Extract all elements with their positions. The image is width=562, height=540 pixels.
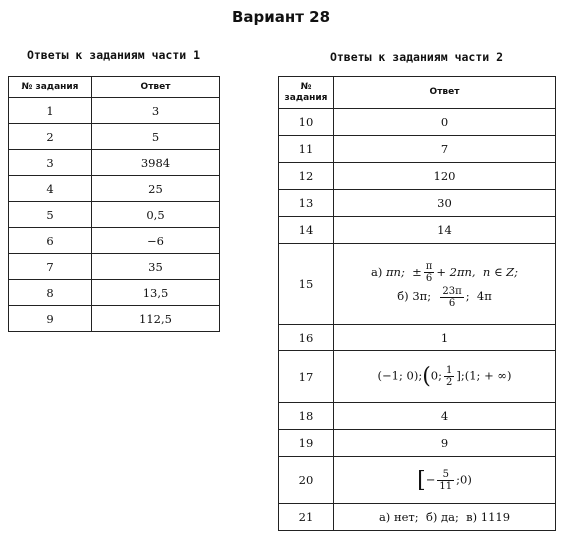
header-answer: Ответ — [334, 77, 556, 109]
task-number: 13 — [279, 190, 334, 217]
table-row — [279, 457, 556, 504]
table-row — [279, 430, 556, 457]
task-answer: 0,5 — [92, 202, 220, 228]
table-row — [9, 306, 220, 332]
fraction-denominator: 6 — [448, 297, 456, 309]
math-term: 3π; — [412, 289, 432, 303]
fraction-numerator: 5 — [437, 469, 454, 481]
table-row — [279, 136, 556, 163]
task-number: 9 — [9, 306, 92, 332]
math-term: ± — [412, 264, 422, 279]
task-number: 5 — [9, 202, 92, 228]
table-row — [279, 244, 556, 325]
math-term: ]; — [456, 368, 465, 383]
task-answer: 120 — [334, 163, 556, 190]
task-number: 19 — [279, 430, 334, 457]
task-number: 8 — [9, 280, 92, 306]
task-answer — [334, 457, 556, 504]
math-term: (−1; 0); — [377, 368, 423, 383]
task-answer: 0 — [334, 109, 556, 136]
task-answer — [334, 351, 556, 403]
task-answer: 112,5 — [92, 306, 220, 332]
table-row — [9, 280, 220, 306]
task-number: 1 — [9, 98, 92, 124]
table-row — [9, 150, 220, 176]
item-label: а) — [370, 264, 383, 279]
answer-line-a — [334, 260, 555, 285]
table-row — [9, 124, 220, 150]
fraction-numerator: 23π — [442, 285, 462, 297]
table-header-row — [279, 77, 556, 109]
task-answer: а) нет; б) да; в) 1119 — [334, 504, 556, 531]
part1-answers-table — [8, 76, 220, 332]
task-answer: 3 — [92, 98, 220, 124]
task-answer: 9 — [334, 430, 556, 457]
task-number: 2 — [9, 124, 92, 150]
task-number: 3 — [9, 150, 92, 176]
table-row — [279, 403, 556, 430]
table-row — [279, 351, 556, 403]
header-task-number: № задания — [279, 77, 334, 109]
task-answer: 5 — [92, 124, 220, 150]
task-number: 14 — [279, 217, 334, 244]
task-answer: −6 — [92, 228, 220, 254]
task-answer: 30 — [334, 190, 556, 217]
table-row — [279, 504, 556, 531]
table-row — [9, 254, 220, 280]
task-answer: 35 — [92, 254, 220, 280]
math-term: 4π — [476, 289, 492, 303]
task-answer: 13,5 — [92, 280, 220, 306]
table-row — [279, 109, 556, 136]
fraction — [424, 261, 435, 284]
task-number: 11 — [279, 136, 334, 163]
task-answer: 4 — [334, 403, 556, 430]
task-answer: 7 — [334, 136, 556, 163]
math-term: − — [425, 472, 436, 486]
math-term: ;0) — [456, 472, 472, 486]
table-header-row — [9, 77, 220, 98]
task-number: 12 — [279, 163, 334, 190]
task-answer: 3984 — [92, 150, 220, 176]
task-number: 18 — [279, 403, 334, 430]
table-row — [9, 202, 220, 228]
fraction-denominator: 6 — [425, 273, 433, 284]
table-row — [279, 190, 556, 217]
fraction — [444, 365, 454, 388]
part2-answers-table — [278, 76, 556, 531]
fraction-numerator: 1 — [446, 365, 453, 376]
fraction-numerator: π — [425, 261, 433, 272]
math-term: n ∈ Z; — [482, 264, 519, 279]
table-row — [279, 163, 556, 190]
variant-title: Вариант 28 — [231, 8, 331, 26]
task-answer: 14 — [334, 217, 556, 244]
part1-caption: Ответы к заданиям части 1 — [26, 48, 201, 62]
table-row — [9, 176, 220, 202]
header-task-number: № задания — [9, 77, 92, 98]
fraction-denominator: 2 — [446, 377, 453, 388]
task-number: 10 — [279, 109, 334, 136]
math-term: [ — [417, 467, 426, 493]
task-number: 7 — [9, 254, 92, 280]
task-answer — [334, 244, 556, 325]
task-number: 21 — [279, 504, 334, 531]
fraction — [437, 469, 454, 492]
part2-caption: Ответы к заданиям части 2 — [329, 50, 504, 64]
math-term: + 2πn, — [436, 264, 476, 279]
math-term: πn; — [385, 264, 405, 279]
table-row — [9, 98, 220, 124]
table-row — [279, 325, 556, 351]
task-answer: 25 — [92, 176, 220, 202]
task-number: 17 — [279, 351, 334, 403]
task-number: 4 — [9, 176, 92, 202]
task-answer: 1 — [334, 325, 556, 351]
task-number: 6 — [9, 228, 92, 254]
math-term: ; — [465, 289, 470, 303]
fraction-denominator: 11 — [439, 480, 453, 492]
table-row — [9, 228, 220, 254]
fraction — [440, 286, 463, 309]
math-term: 0; — [430, 368, 442, 383]
task-number: 15 — [279, 244, 334, 325]
answer-line-b — [334, 284, 555, 309]
item-label: б) — [397, 289, 409, 303]
table-row — [279, 217, 556, 244]
math-term: ( — [422, 364, 431, 389]
task-number: 20 — [279, 457, 334, 504]
header-answer: Ответ — [92, 77, 220, 98]
math-term: (1; + ∞) — [464, 368, 512, 383]
task-number: 16 — [279, 325, 334, 351]
